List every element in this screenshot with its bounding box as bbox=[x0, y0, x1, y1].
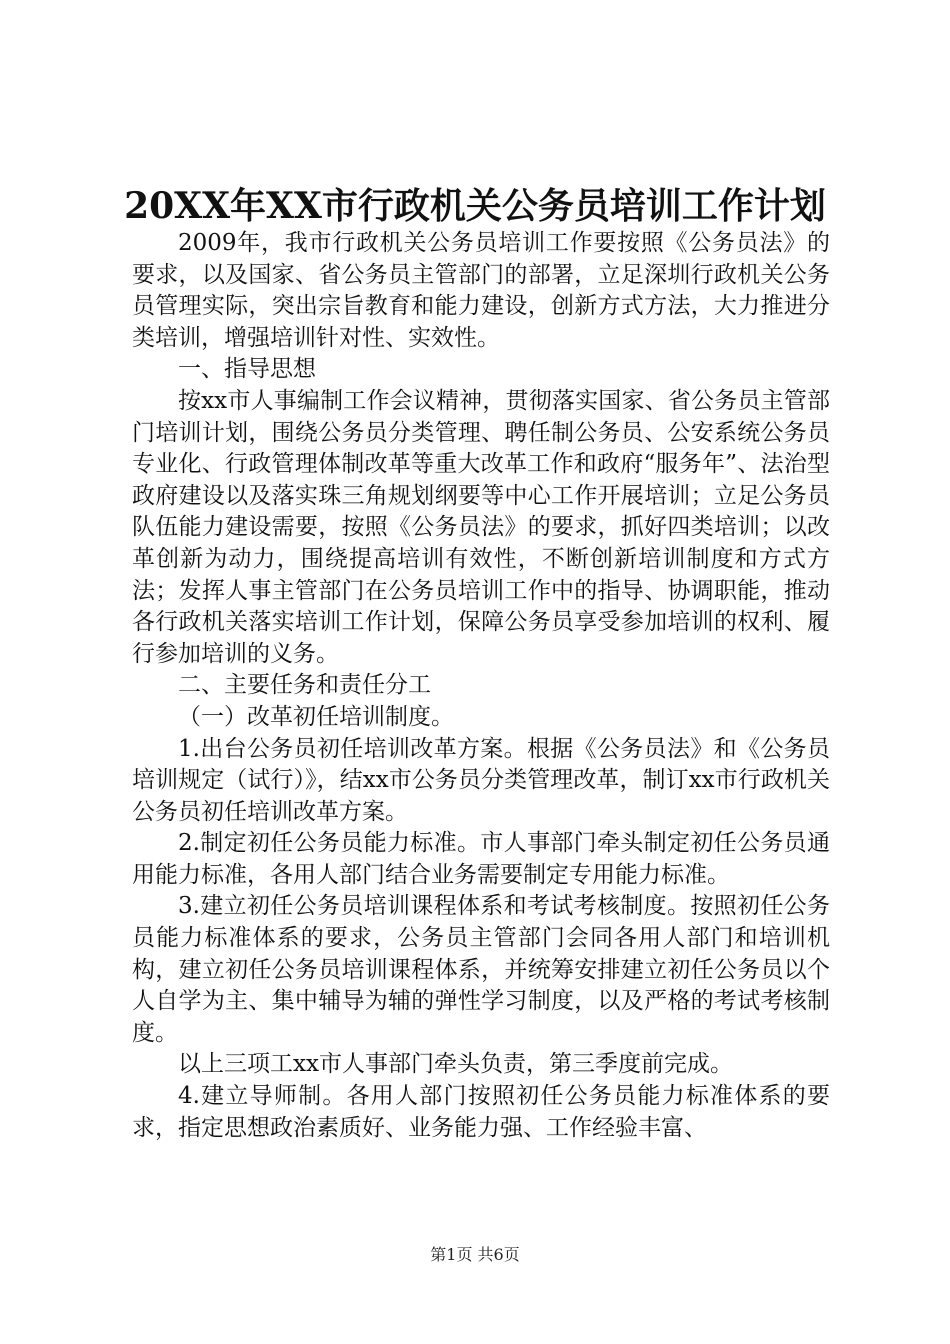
page-footer: 第1页 共6页 bbox=[430, 1245, 520, 1264]
paragraph-guiding-ideology: 按xx市人事编制工作会议精神，贯彻落实国家、省公务员主管部门培训计划，围绕公务员分类管理、聘任制公务员、公安系统公务员专业化、行政管理体制改革等重大改革工作和政府“服务年”、法治型政府建设以及落实珠三角规划纲要等中心工作开展培训；立足公务员队伍能力建设需要，按照《公务员法》的要求，抓好四类培训；以改革创新为动力，围绕提高培训有效性，不断创新培训制度和方式方法；发挥人事主管部门在公务员培训工作中的指导、协调职能，推动各行政机关落实培训工作计划，保障公务员享受参加培训的权利、履行参加培训的义务。 bbox=[132, 387, 830, 667]
document-title: 20XX年XX市行政机关公务员培训工作计划 bbox=[124, 185, 826, 227]
heading-guiding-ideology: 一、指导思想 bbox=[178, 356, 316, 383]
list-item-1: 1.出台公务员初任培训改革方案。根据《公务员法》和《公务员培训规定（试行）》，结xx市公务员分类管理改革，制订xx市行政机关公务员初任培训改革方案。 bbox=[132, 735, 830, 825]
paragraph-responsibility: 以上三项工xx市人事部门牵头负责，第三季度前完成。 bbox=[178, 1051, 733, 1078]
list-item-3: 3.建立初任公务员培训课程体系和考试考核制度。按照初任公务员能力标准体系的要求，公务员主管部门会同各用人部门和培训机构，建立初任公务员培训课程体系，并统筹安排建立初任公务员以个人自学为主、集中辅导为辅的弹性学习制度，以及严格的考试考核制度。 bbox=[132, 893, 830, 1046]
list-item-4: 4.建立导师制。各用人部门按照初任公务员能力标准体系的要求，指定思想政治素质好、业务能力强、工作经验丰富、 bbox=[132, 1083, 830, 1141]
paragraph-intro: 2009年，我市行政机关公务员培训工作要按照《公务员法》的要求，以及国家、省公务员主管部门的部署，立足深圳行政机关公务员管理实际，突出宗旨教育和能力建设，创新方式方法，大力推进分类培训，增强培训针对性、实效性。 bbox=[132, 230, 830, 351]
heading-main-tasks: 二、主要任务和责任分工 bbox=[178, 672, 431, 699]
list-item-2: 2.制定初任公务员能力标准。市人事部门牵头制定初任公务员通用能力标准，各用人部门结合业务需要制定专用能力标准。 bbox=[132, 830, 830, 888]
subheading-initial-training: （一）改革初任培训制度。 bbox=[178, 703, 454, 730]
document-body bbox=[132, 228, 830, 1144]
